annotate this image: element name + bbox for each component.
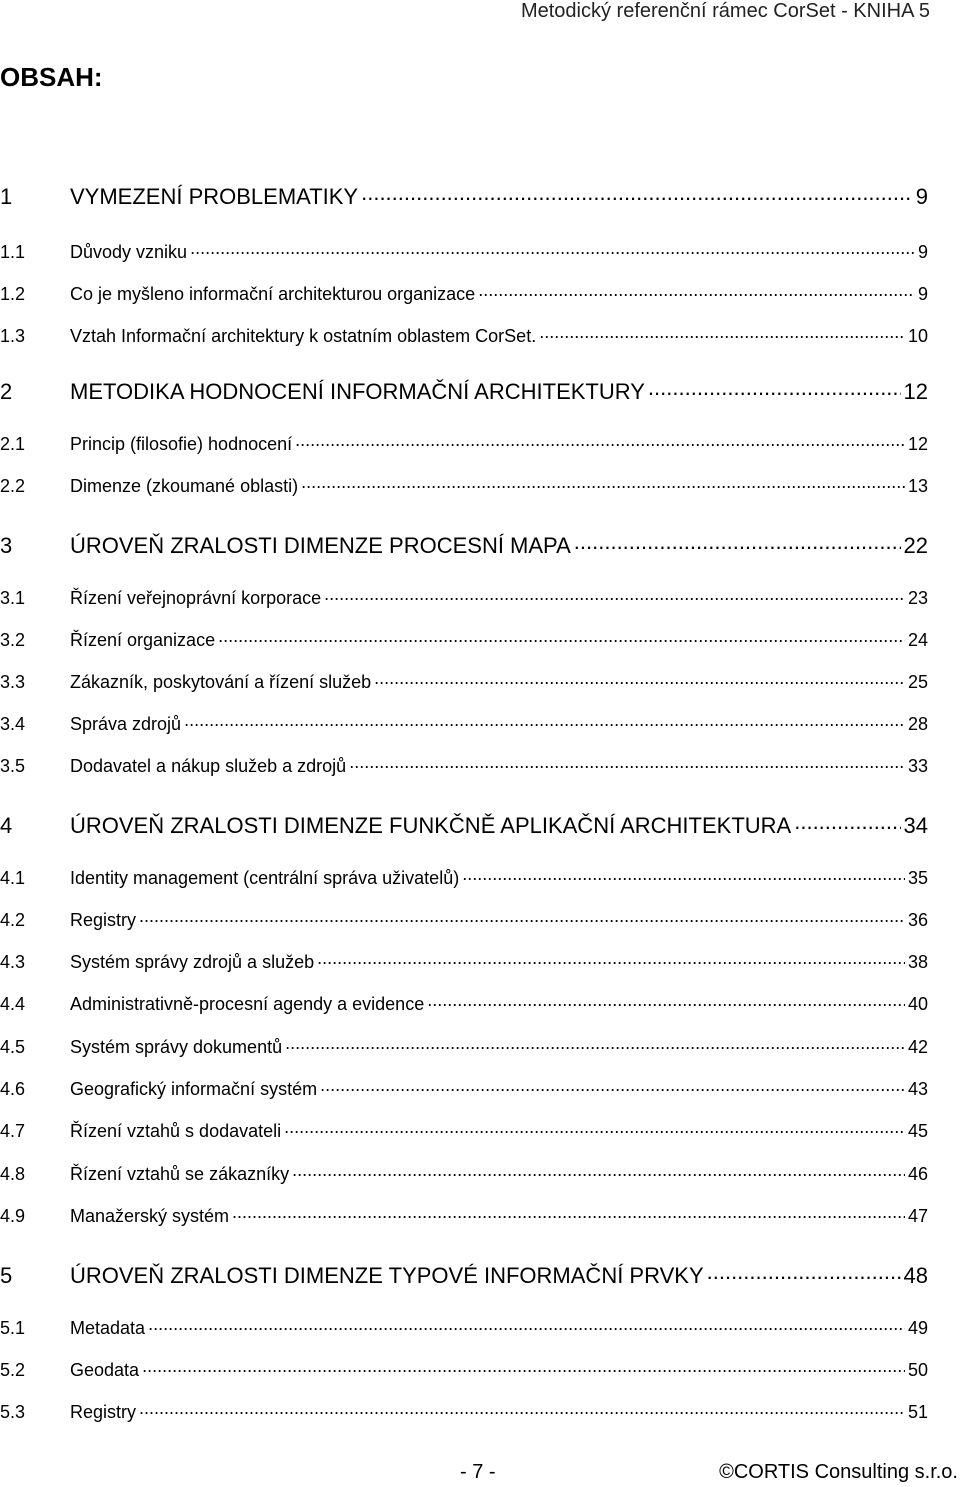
- toc-leader-dots: [648, 377, 901, 399]
- toc-entry-page: 45: [907, 1121, 928, 1141]
- toc-entry-label: Registry: [70, 910, 137, 930]
- toc-leader-dots: [148, 1316, 905, 1334]
- copyright-notice: ©CORTIS Consulting s.r.o.: [719, 1461, 958, 1483]
- toc-entry-page: 50: [907, 1360, 928, 1380]
- toc-leader-dots: [478, 282, 915, 300]
- toc-leader-dots: [232, 1204, 905, 1222]
- toc-leader-dots: [324, 586, 905, 604]
- toc-entry-3-4[interactable]: [0, 712, 928, 736]
- toc-entry-label: VYMEZENÍ PROBLEMATIKY: [70, 184, 359, 209]
- toc-leader-dots: [574, 531, 901, 553]
- toc-entry-3-1[interactable]: [0, 586, 928, 610]
- toc-entry-page: 40: [907, 994, 928, 1014]
- toc-entry-2-2[interactable]: [0, 474, 928, 498]
- toc-entry-number: 1: [0, 184, 13, 209]
- toc-leader-dots: [142, 1358, 905, 1376]
- toc-entry-number: 5.2: [0, 1360, 26, 1380]
- toc-entry-page: 9: [917, 242, 928, 262]
- toc-entry-number: 5.1: [0, 1318, 26, 1338]
- toc-leader-dots: [427, 992, 905, 1010]
- toc-entry-label: Dimenze (zkoumané oblasti): [70, 476, 299, 496]
- toc-entry-number: 3.4: [0, 714, 26, 734]
- toc-entry-label: Vztah Informační architektury k ostatním oblastem CorSet.: [70, 326, 537, 346]
- toc-entry-number: 4.3: [0, 952, 26, 972]
- toc-entry-label: Geodata: [70, 1360, 140, 1380]
- toc-leader-dots: [361, 182, 913, 204]
- toc-entry-number: 3.1: [0, 588, 26, 608]
- toc-entry-number: 4: [0, 813, 13, 838]
- toc-entry-label: Řízení veřejnoprávní korporace: [70, 588, 322, 608]
- toc-entry-3[interactable]: [0, 531, 928, 560]
- toc-entry-label: Manažerský systém: [70, 1206, 230, 1226]
- toc-entry-5-3[interactable]: [0, 1400, 928, 1424]
- toc-entry-label: Geografický informační systém: [70, 1079, 318, 1099]
- toc-entry-page: 10: [907, 326, 928, 346]
- toc-entry-label: METODIKA HODNOCENÍ INFORMAČNÍ ARCHITEKTURY: [70, 379, 645, 404]
- toc-entry-number: 5: [0, 1263, 13, 1288]
- toc-leader-dots: [317, 950, 905, 968]
- toc-entry-page: 38: [907, 952, 928, 972]
- toc-entry-page: 35: [907, 868, 928, 888]
- toc-entry-label: Registry: [70, 1402, 137, 1422]
- toc-entry-page: 49: [907, 1318, 928, 1338]
- toc-leader-dots: [295, 432, 905, 450]
- toc-entry-label: Řízení vztahů s dodavateli: [70, 1121, 282, 1141]
- toc-leader-dots: [301, 474, 905, 492]
- toc-entry-page: 22: [903, 533, 928, 558]
- toc-entry-number: 1.3: [0, 326, 26, 346]
- toc-entry-5-2[interactable]: [0, 1358, 928, 1382]
- toc-entry-5-1[interactable]: [0, 1316, 928, 1340]
- toc-entry-4-3[interactable]: [0, 950, 928, 974]
- toc-entry-4-5[interactable]: [0, 1035, 928, 1059]
- toc-entry-3-5[interactable]: [0, 754, 928, 778]
- toc-entry-4-7[interactable]: [0, 1119, 928, 1143]
- toc-entry-number: 4.8: [0, 1164, 26, 1184]
- toc-entry-4-6[interactable]: [0, 1077, 928, 1101]
- toc-entry-page: 34: [903, 813, 928, 838]
- toc-entry-label: Administrativně-procesní agendy a evidence: [70, 994, 425, 1014]
- toc-entry-page: 9: [915, 184, 928, 209]
- toc-leader-dots: [539, 324, 905, 342]
- running-header: Metodický referenční rámec CorSet - KNIHA 5: [520, 0, 930, 22]
- toc-entry-number: 1.1: [0, 242, 26, 262]
- toc-entry-page: 9: [917, 284, 928, 304]
- toc-entry-page: 25: [907, 672, 928, 692]
- toc-entry-label: Identity management (centrální správa uživatelů): [70, 868, 460, 888]
- toc-entry-2-1[interactable]: [0, 432, 928, 456]
- toc-entry-label: Zákazník, poskytování a řízení služeb: [70, 672, 372, 692]
- toc-entry-1-2[interactable]: [0, 282, 928, 306]
- toc-leader-dots: [218, 628, 905, 646]
- toc-entry-label: ÚROVEŇ ZRALOSTI DIMENZE PROCESNÍ MAPA: [70, 533, 571, 558]
- toc-entry-label: Řízení organizace: [70, 630, 216, 650]
- toc-entry-number: 3.2: [0, 630, 26, 650]
- toc-entry-3-3[interactable]: [0, 670, 928, 694]
- toc-leader-dots: [292, 1162, 905, 1180]
- toc-entry-1-1[interactable]: [0, 240, 928, 264]
- toc-leader-dots: [190, 240, 915, 258]
- toc-entry-number: 2: [0, 379, 13, 404]
- toc-entry-number: 2.2: [0, 476, 26, 496]
- toc-entry-label: ÚROVEŇ ZRALOSTI DIMENZE FUNKČNĚ APLIKAČNÍ ARCHITEKTURA: [70, 813, 792, 838]
- toc-leader-dots: [794, 811, 900, 833]
- toc-entry-number: 2.1: [0, 434, 26, 454]
- toc-leader-dots: [374, 670, 905, 688]
- toc-leader-dots: [462, 866, 905, 884]
- toc-entry-page: 42: [907, 1037, 928, 1057]
- toc-entry-number: 5.3: [0, 1402, 26, 1422]
- toc-entry-1[interactable]: [0, 182, 928, 211]
- toc-leader-dots: [139, 908, 905, 926]
- toc-entry-5[interactable]: [0, 1261, 928, 1290]
- toc-entry-page: 24: [907, 630, 928, 650]
- toc-entry-4-8[interactable]: [0, 1162, 928, 1186]
- toc-entry-page: 47: [907, 1206, 928, 1226]
- toc-title: OBSAH:: [0, 62, 103, 92]
- toc-entry-page: 51: [907, 1402, 928, 1422]
- toc-entry-number: 3.3: [0, 672, 26, 692]
- toc-entry-label: Řízení vztahů se zákazníky: [70, 1164, 290, 1184]
- page-number: - 7 -: [460, 1461, 496, 1483]
- toc-entry-4[interactable]: [0, 811, 928, 840]
- toc-entry-page: 48: [903, 1263, 928, 1288]
- toc-entry-number: 3.5: [0, 756, 26, 776]
- toc-entry-label: Důvody vzniku: [70, 242, 188, 262]
- toc-entry-4-1[interactable]: [0, 866, 928, 890]
- toc-leader-dots: [285, 1035, 905, 1053]
- toc-entry-page: 13: [907, 476, 928, 496]
- toc-entry-label: Co je myšleno informační architekturou organizace: [70, 284, 476, 304]
- toc-entry-4-2[interactable]: [0, 908, 928, 932]
- toc-leader-dots: [184, 712, 905, 730]
- toc-entry-label: Systém správy zdrojů a služeb: [70, 952, 315, 972]
- toc-entry-number: 4.9: [0, 1206, 26, 1226]
- toc-entry-number: 3: [0, 533, 13, 558]
- toc-entry-page: 46: [907, 1164, 928, 1184]
- toc-entry-page: 28: [907, 714, 928, 734]
- toc-entry-page: 43: [907, 1079, 928, 1099]
- toc-leader-dots: [349, 754, 905, 772]
- toc-entry-2[interactable]: [0, 377, 928, 406]
- toc-entry-number: 1.2: [0, 284, 26, 304]
- toc-leader-dots: [320, 1077, 905, 1095]
- toc-entry-number: 4.7: [0, 1121, 26, 1141]
- toc-entry-label: Správa zdrojů: [70, 714, 182, 734]
- toc-entry-page: 12: [903, 379, 928, 404]
- toc-entry-number: 4.2: [0, 910, 26, 930]
- toc-entry-label: Dodavatel a nákup služeb a zdrojů: [70, 756, 347, 776]
- toc-entry-3-2[interactable]: [0, 628, 928, 652]
- toc-entry-label: Princip (filosofie) hodnocení: [70, 434, 293, 454]
- toc-entry-4-9[interactable]: [0, 1204, 928, 1228]
- toc-entry-page: 36: [907, 910, 928, 930]
- toc-entry-page: 33: [907, 756, 928, 776]
- toc-leader-dots: [284, 1119, 905, 1137]
- toc-entry-number: 4.1: [0, 868, 26, 888]
- toc-entry-label: Metadata: [70, 1318, 146, 1338]
- toc-entry-number: 4.6: [0, 1079, 26, 1099]
- toc-leader-dots: [707, 1261, 901, 1283]
- toc-entry-number: 4.4: [0, 994, 26, 1014]
- toc-entry-page: 12: [907, 434, 928, 454]
- toc-entry-1-3[interactable]: [0, 324, 928, 348]
- toc-entry-4-4[interactable]: [0, 992, 928, 1016]
- toc-entry-label: ÚROVEŇ ZRALOSTI DIMENZE TYPOVÉ INFORMAČNÍ PRVKY: [70, 1263, 704, 1288]
- toc-entry-page: 23: [907, 588, 928, 608]
- toc-entry-label: Systém správy dokumentů: [70, 1037, 283, 1057]
- toc-leader-dots: [139, 1400, 905, 1418]
- toc-entry-number: 4.5: [0, 1037, 26, 1057]
